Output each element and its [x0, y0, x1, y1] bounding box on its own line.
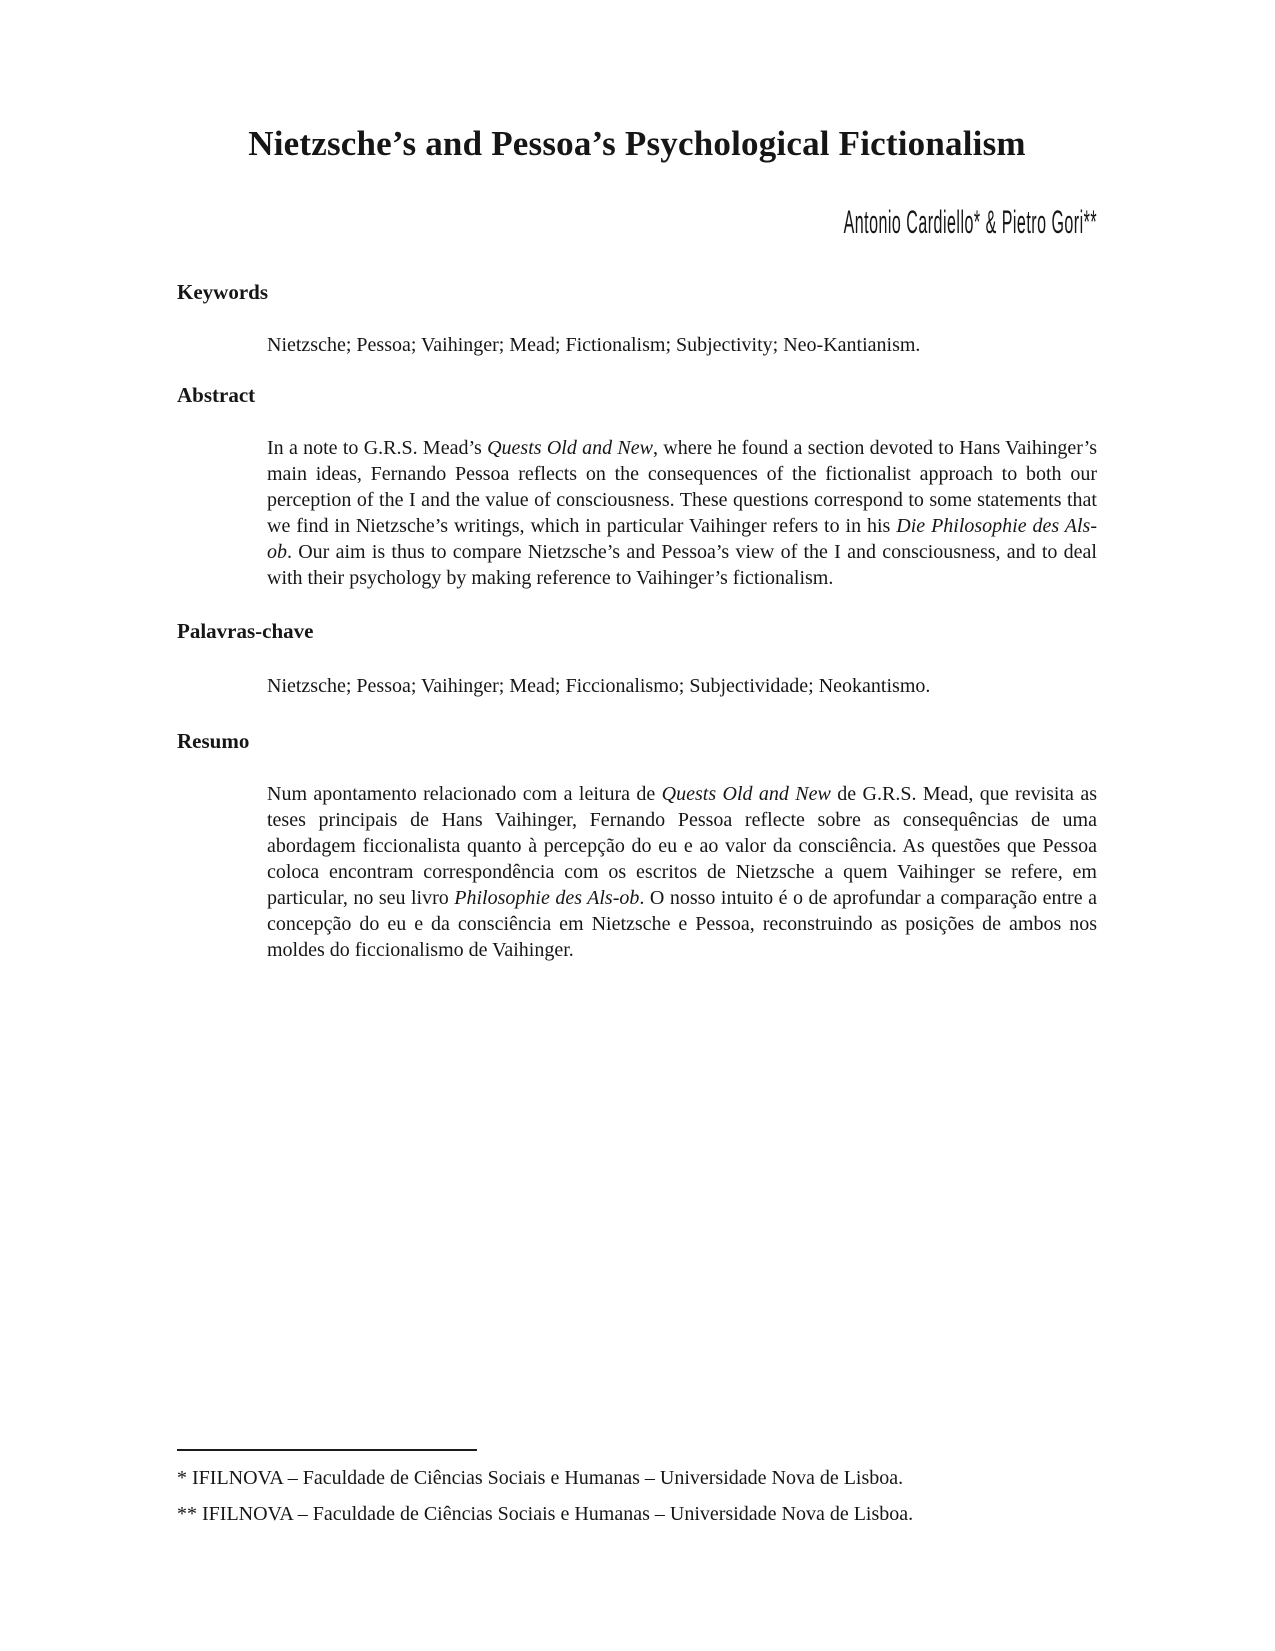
resumo-text: Num apontamento relacionado com a leitura de Quests Old and New de G.R.S. Mead, que revisita as teses principais de Hans Vaihinger, Fernando Pessoa reflecte sobre as consequências de uma abordagem ficcionalista quanto à percepção do eu e ao valor da consciência. As questões que Pessoa coloca encontram correspondência com os escritos de Nietzsche a quem Vaihinger se refere, em particular, no seu livro Philosophie des Als-ob. O nosso intuito é o de aprofundar a comparação entre a concepção do eu e da consciência em Nietzsche e Pessoa, reconstruindo as posições de ambos nos moldes do ficcionalismo de Vaihinger. [267, 783, 1097, 961]
palavras-chave-heading: Palavras-chave [177, 619, 314, 643]
footnote-1: * IFILNOVA – Faculdade de Ciências Sociais e Humanas – Universidade Nova de Lisboa. [177, 1467, 904, 1489]
abstract-text: In a note to G.R.S. Mead’s Quests Old and New, where he found a section devoted to Hans Vaihinger’s main ideas, Fernando Pessoa reflects on the consequences of the fictionalist approach to both our perception of the I and the value of consciousness. These questions correspond to some statements that we find in Nietzsche’s writings, which in particular Vaihinger refers to in his Die Philosophie des Als-ob. Our aim is thus to compare Nietzsche’s and Pessoa’s view of the I and consciousness, and to deal with their psychology by making reference to Vaihinger’s fictionalism. [267, 437, 1098, 589]
abstract-heading: Abstract [177, 383, 256, 407]
resumo-heading: Resumo [177, 729, 250, 753]
palavras-chave-text: Nietzsche; Pessoa; Vaihinger; Mead; Ficcionalismo; Subjectividade; Neokantismo. [267, 675, 931, 697]
page-title: Nietzsche’s and Pessoa’s Psychological Fictionalism [248, 124, 1026, 163]
footnote-2: ** IFILNOVA – Faculdade de Ciências Sociais e Humanas – Universidade Nova de Lisboa. [177, 1503, 914, 1525]
keywords-text: Nietzsche; Pessoa; Vaihinger; Mead; Fictionalism; Subjectivity; Neo-Kantianism. [267, 334, 921, 356]
footnotes-block [177, 1449, 1102, 1527]
keywords-heading: Keywords [177, 280, 268, 304]
footnote-separator [177, 1449, 477, 1451]
authors-row [177, 204, 1097, 244]
authors-line: Antonio Cardiello* & Pietro Gori** [843, 204, 1097, 240]
